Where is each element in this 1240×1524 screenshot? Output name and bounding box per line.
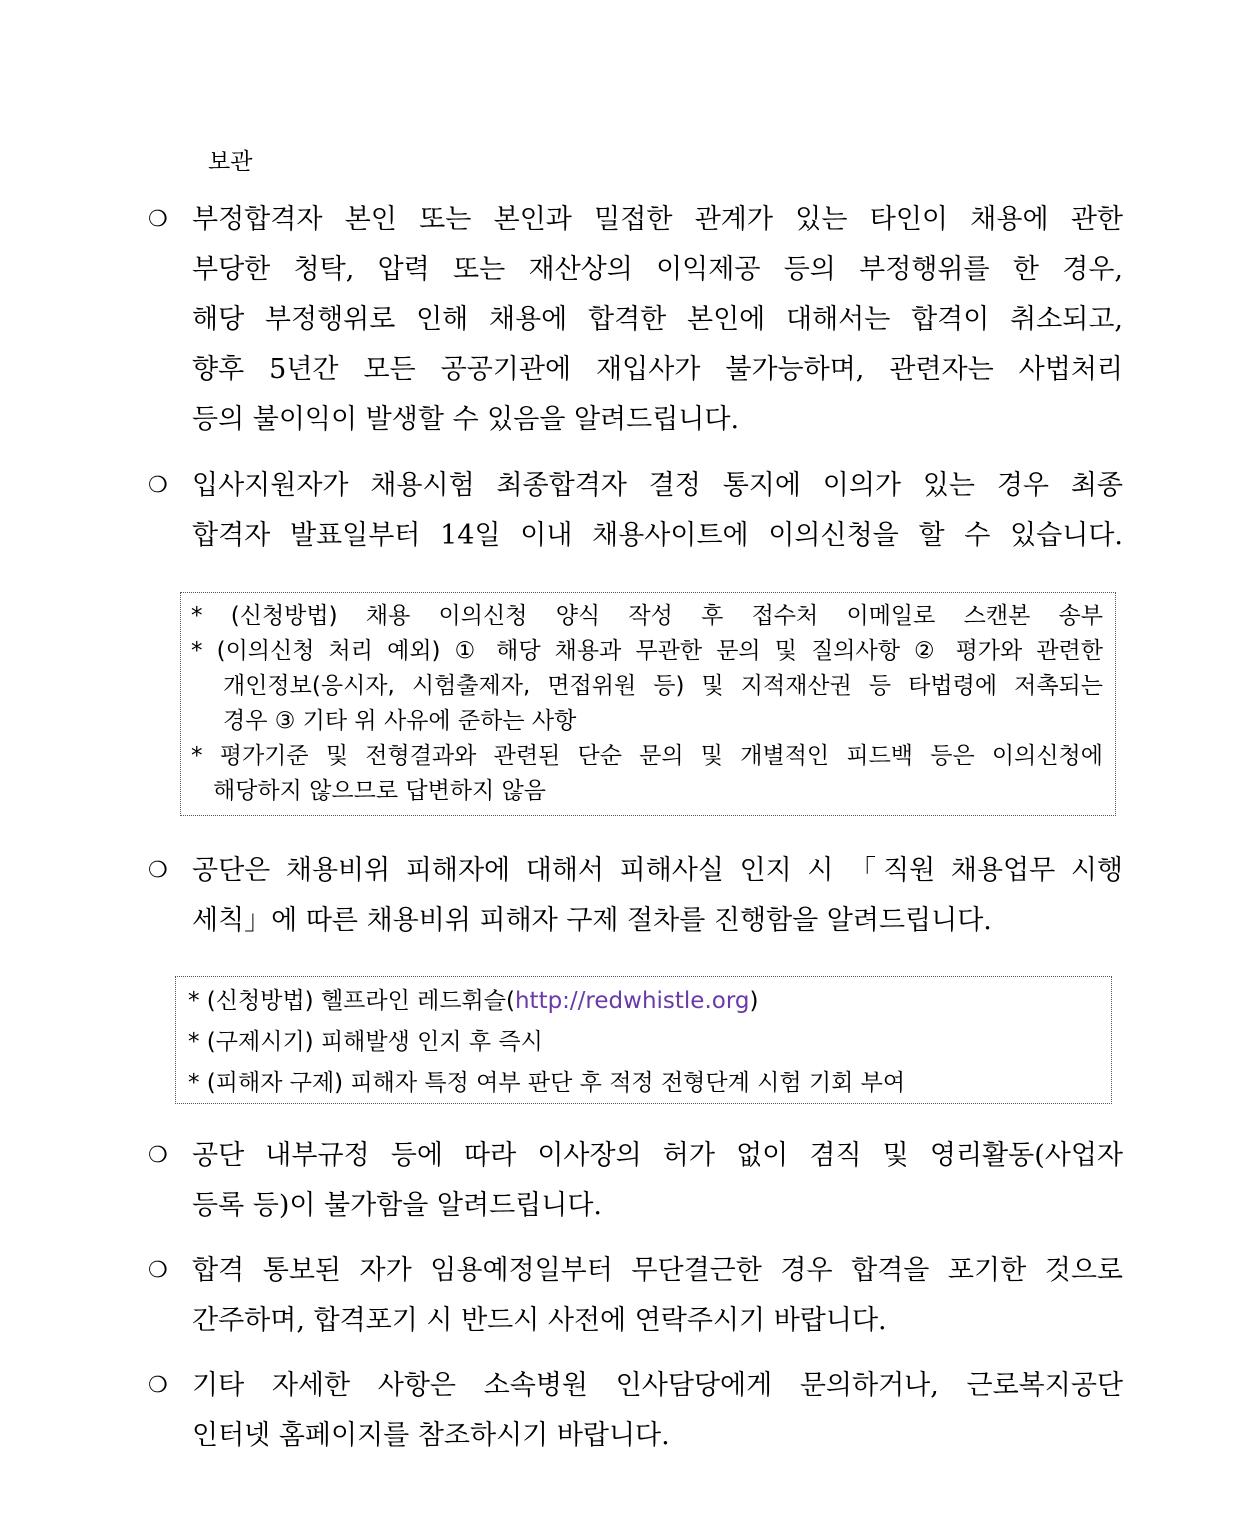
notice-paragraph-objection — [148, 461, 1123, 561]
circle-bullet-icon: ❍ — [148, 473, 168, 498]
note-line: * (이의신청 처리 예외) ① 해당 채용과 무관한 문의 및 질의사항 ② 평가와 관련한 — [191, 638, 1103, 664]
paragraph-line: 향후 5년간 모든 공공기관에 재입사가 불가능하며, 관련자는 사법처리 — [192, 354, 1123, 385]
paragraph-line: 인터넷 홈페이지를 참조하시기 바랍니다. — [192, 1420, 670, 1451]
objection-note-box — [180, 592, 1116, 816]
note-line: 해당하지 않으므로 답변하지 않음 — [213, 778, 546, 804]
note-line: * (신청방법) 헬프라인 레드휘슬(http://redwhistle.org) — [188, 988, 759, 1014]
note-line: * (신청방법) 채용 이의신청 양식 작성 후 접수처 이메일로 스캔본 송부 — [191, 603, 1103, 629]
notice-paragraph-victim-relief — [148, 846, 1123, 946]
notice-paragraph-side-job — [148, 1131, 1123, 1231]
paragraph-line: 공단 내부규정 등에 따라 이사장의 허가 없이 겸직 및 영리활동(사업자 — [192, 1140, 1123, 1171]
notice-paragraph-inquiry — [148, 1361, 1123, 1461]
paragraph-line: 기타 자세한 사항은 소속병원 인사담당에게 문의하거나, 근로복지공단 — [192, 1370, 1123, 1401]
note-line: 개인정보(응시자, 시험출제자, 면접위원 등) 및 지적재산권 등 타법령에 저촉되는 — [223, 673, 1103, 699]
paragraph-line: 합격 통보된 자가 임용예정일부터 무단결근한 경우 합격을 포기한 것으로 — [192, 1255, 1123, 1286]
circle-bullet-icon: ❍ — [148, 1258, 168, 1283]
circle-bullet-icon: ❍ — [148, 858, 168, 883]
note-line: * (구제시기) 피해발생 인지 후 즉시 — [188, 1029, 543, 1055]
paragraph-line: 세칙」에 따른 채용비위 피해자 구제 절차를 진행함을 알려드립니다. — [192, 905, 992, 936]
note-line: * (피해자 구제) 피해자 특정 여부 판단 후 적정 전형단계 시험 기회 부여 — [188, 1070, 906, 1096]
paragraph-line: 공단은 채용비위 피해자에 대해서 피해사실 인지 시 「직원 채용업무 시행 — [192, 855, 1123, 886]
circle-bullet-icon: ❍ — [148, 1373, 168, 1398]
continuation-text: 보관 — [208, 149, 253, 175]
circle-bullet-icon: ❍ — [148, 207, 168, 232]
notice-paragraph-absence — [148, 1246, 1123, 1346]
paragraph-line: 합격자 발표일부터 14일 이내 채용사이트에 이의신청을 할 수 있습니다. — [192, 520, 1123, 551]
relief-note-box — [175, 976, 1112, 1104]
paragraph-line: 등의 불이익이 발생할 수 있음을 알려드립니다. — [192, 404, 740, 435]
paragraph-line: 입사지원자가 채용시험 최종합격자 결정 통지에 이의가 있는 경우 최종 — [192, 470, 1123, 501]
paragraph-line: 간주하며, 합격포기 시 반드시 사전에 연락주시기 바랍니다. — [192, 1305, 887, 1336]
redwhistle-link[interactable]: http://redwhistle.org — [514, 988, 750, 1014]
paragraph-line: 해당 부정행위로 인해 채용에 합격한 본인에 대해서는 합격이 취소되고, — [192, 304, 1123, 335]
note-line: 경우 ③ 기타 위 사유에 준하는 사항 — [223, 708, 577, 734]
paragraph-line: 부정합격자 본인 또는 본인과 밀접한 관계가 있는 타인이 채용에 관한 — [192, 204, 1123, 235]
paragraph-line: 등록 등)이 불가함을 알려드립니다. — [192, 1190, 603, 1221]
paragraph-line: 부당한 청탁, 압력 또는 재산상의 이익제공 등의 부정행위를 한 경우, — [192, 254, 1123, 285]
note-line: * 평가기준 및 전형결과와 관련된 단순 문의 및 개별적인 피드백 등은 이의신청에 — [191, 743, 1103, 769]
notice-paragraph-disqualification — [148, 195, 1123, 445]
circle-bullet-icon: ❍ — [148, 1143, 168, 1168]
